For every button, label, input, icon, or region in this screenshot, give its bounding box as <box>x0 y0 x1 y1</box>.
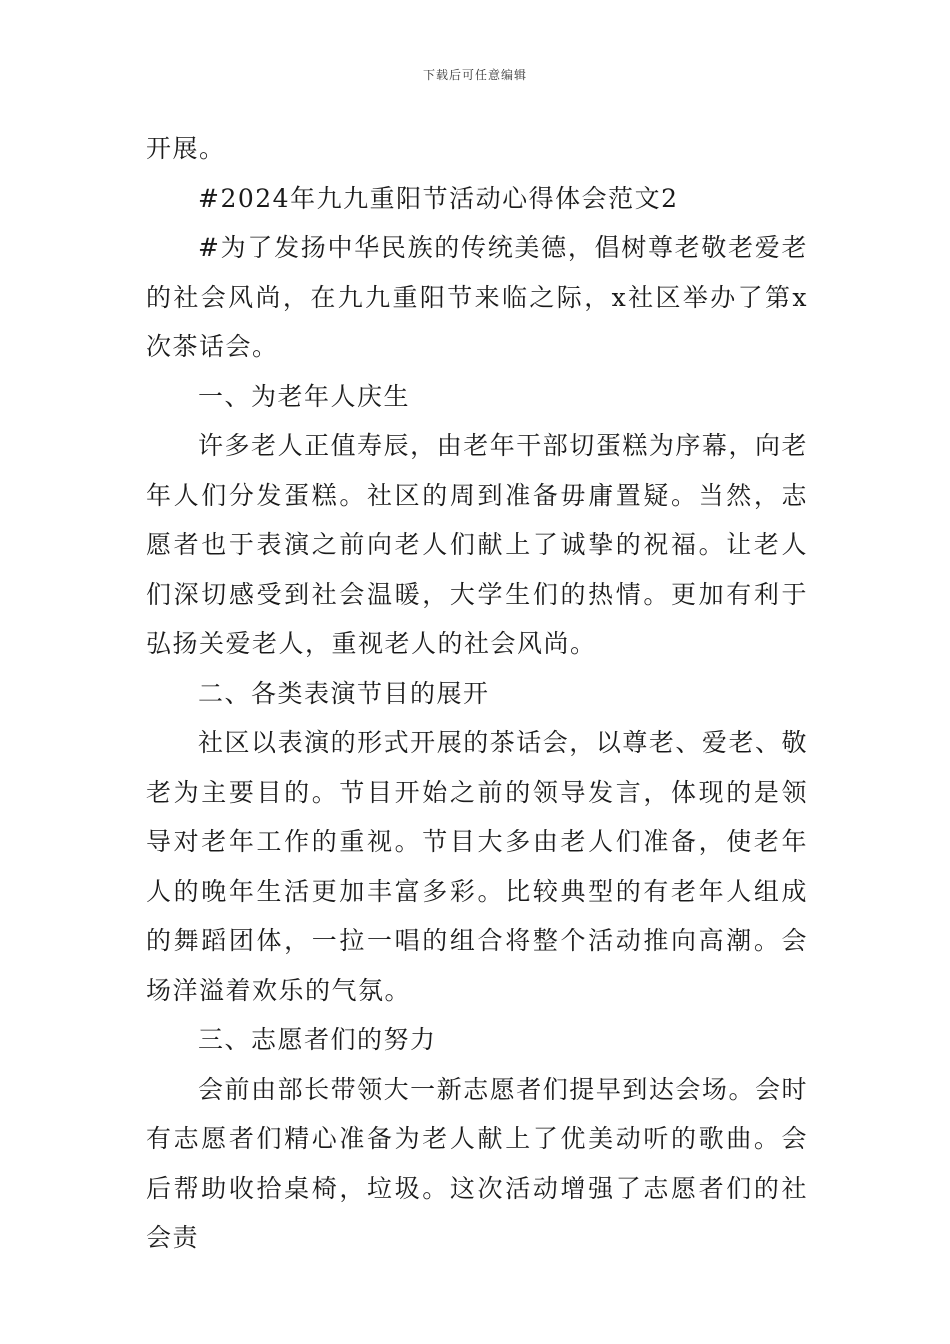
document-body <box>146 124 808 1263</box>
page-header-note: 下载后可任意编辑 <box>422 68 527 82</box>
paragraph-intro: #为了发扬中华民族的传统美德，倡树尊老敬老爱老的社会风尚，在九九重阳节来临之际，x社区举办了第x次茶话会。 <box>146 233 808 361</box>
paragraph-performances: 社区以表演的形式开展的茶话会，以尊老、爱老、敬老为主要目的。节目开始之前的领导发言，体现的是领导对老年工作的重视。节目大多由老人们准备，使老年人的晚年生活更加丰富多彩。比较典型的有老年人组成的舞蹈团体，一拉一唱的组合将整个活动推向高潮。会场洋溢着欢乐的气氛。 <box>146 728 808 1005</box>
heading-volunteers: 三、志愿者们的努力 <box>198 1025 437 1054</box>
paragraph-birthday: 许多老人正值寿辰，由老年干部切蛋糕为序幕，向老年人们分发蛋糕。社区的周到准备毋庸置疑。当然，志愿者也于表演之前向老人们献上了诚挚的祝福。让老人们深切感受到社会温暖，大学生们的热情。更加有利于弘扬关爱老人，重视老人的社会风尚。 <box>146 431 808 658</box>
section-title: #2024年九九重阳节活动心得体会范文2 <box>198 183 679 213</box>
heading-performances: 二、各类表演节目的展开 <box>198 678 490 708</box>
paragraph-volunteers: 会前由部长带领大一新志愿者们提早到达会场。会时有志愿者们精心准备为老人献上了优美动听的歌曲。会后帮助收拾桌椅，垃圾。这次活动增强了志愿者们的社会责 <box>146 1074 808 1252</box>
heading-birthday: 一、为老年人庆生 <box>198 381 411 411</box>
paragraph-continuation: 开展。 <box>146 134 226 163</box>
